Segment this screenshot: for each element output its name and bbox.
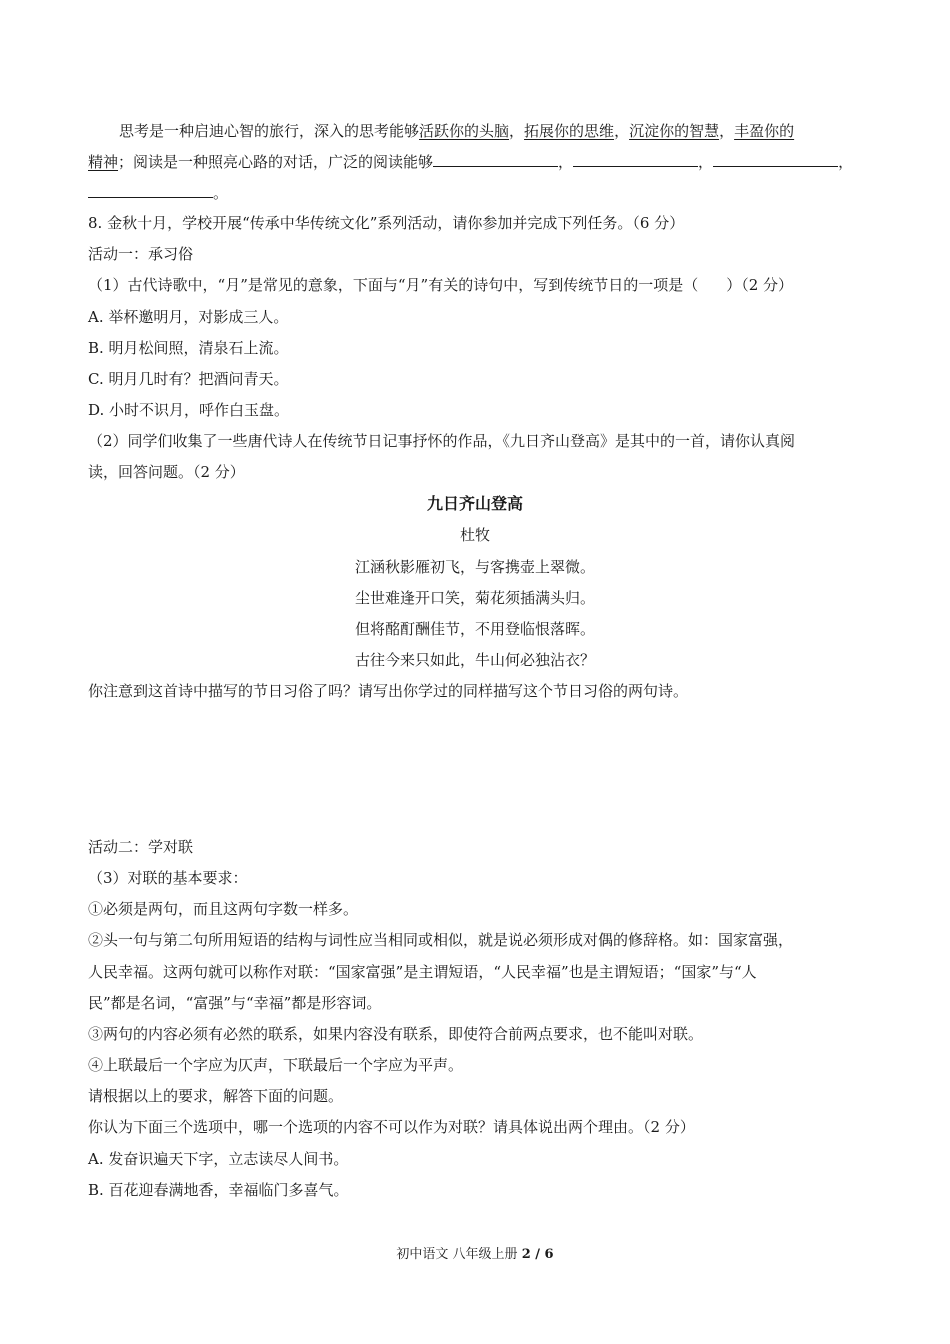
option-3b: B. 百花迎春满地香，幸福临门多喜气。 bbox=[88, 1181, 349, 1199]
intro-comma-3: ， bbox=[719, 122, 735, 140]
sub-question-1 bbox=[88, 275, 864, 295]
intro-line-2 bbox=[88, 152, 864, 172]
rule-4: ④上联最后一个字应为仄声，下联最后一个字应为平声。 bbox=[88, 1056, 464, 1074]
intro-underlined-4b: 精神 bbox=[88, 153, 119, 171]
answer-blank-3[interactable] bbox=[713, 152, 838, 167]
blank-sep-2: ， bbox=[698, 153, 714, 171]
rule-3: ③两句的内容必须有必然的联系，如果内容没有联系，即使符合前两点要求，也不能叫对联。 bbox=[88, 1025, 704, 1043]
intro-underlined-3: 沉淀你的智慧 bbox=[629, 122, 720, 140]
intro-comma-2: ， bbox=[614, 122, 630, 140]
poem-line-1: 江涵秋影雁初飞，与客携壶上翠微。 bbox=[354, 558, 595, 576]
blank-sep-1: ， bbox=[558, 153, 574, 171]
poem-title: 九日齐山登高 bbox=[426, 494, 523, 513]
sub-question-2-line-1: （2）同学们收集了一些唐代诗人在传统节日记事抒怀的作品，《九日齐山登高》是其中的一首，请你认真阅 bbox=[88, 432, 796, 450]
sub-question-1-score: ）（2 分） bbox=[726, 276, 794, 294]
intro-comma-1: ， bbox=[509, 122, 525, 140]
poem-line-4: 古往今来只如此，牛山何必独沾衣？ bbox=[354, 651, 595, 669]
sub-question-3-prompt: 你认为下面三个选项中，哪一个选项的内容不可以作为对联？请具体说出两个理由。（2 分） bbox=[88, 1118, 695, 1136]
option-1a: A. 举杯邀明月，对影成三人。 bbox=[88, 308, 289, 326]
rule-2-line-1: ②头一句与第二句所用短语的结构与词性应当相同或相似，就是说必须形成对偶的修辞格。如：国家富强， bbox=[88, 931, 794, 949]
intro-lead: 思考是一种启迪心智的旅行，深入的思考能够 bbox=[119, 122, 420, 140]
intro-line-1 bbox=[119, 121, 864, 141]
intro-period: 。 bbox=[213, 184, 229, 202]
blank-sep-3: ， bbox=[838, 153, 854, 171]
page-number: 2 / 6 bbox=[521, 1247, 554, 1262]
option-1d: D. 小时不识月，呼作白玉盘。 bbox=[88, 401, 290, 419]
sub-question-2-line-2: 读，回答问题。（2 分） bbox=[88, 463, 245, 481]
option-1c: C. 明月几时有？把酒问青天。 bbox=[88, 370, 289, 388]
poem-line-3: 但将酩酊酬佳节，不用登临恨落晖。 bbox=[354, 620, 595, 638]
answer-blank-1[interactable] bbox=[433, 152, 558, 167]
answer-blank-4[interactable] bbox=[88, 183, 213, 198]
option-3a: A. 发奋识遍天下字，立志读尽人间书。 bbox=[88, 1150, 349, 1168]
sub-question-3-title: （3）对联的基本要求： bbox=[88, 869, 248, 887]
rule-2-line-2: 人民幸福。这两句就可以称作对联：“国家富强”是主谓短语，“人民幸福”也是主谓短语；“国家”与“人 bbox=[88, 963, 757, 981]
page-footer bbox=[0, 1246, 950, 1264]
activity-1-title: 活动一：承习俗 bbox=[88, 245, 194, 263]
q8-title: 8. 金秋十月，学校开展“传承中华传统文化”系列活动，请你参加并完成下列任务。（6 分） bbox=[88, 214, 685, 232]
option-1b: B. 明月松间照，清泉石上流。 bbox=[88, 339, 289, 357]
rule-1: ①必须是两句，而且这两句字数一样多。 bbox=[88, 900, 359, 918]
intro-line-3 bbox=[88, 183, 864, 203]
footer-text: 初中语文 八年级上册 bbox=[396, 1247, 522, 1262]
rule-2-line-3: 民”都是名词，“富强”与“幸福”都是形容词。 bbox=[88, 994, 382, 1012]
intro-reading: ；阅读是一种照亮心路的对话，广泛的阅读能够 bbox=[118, 153, 434, 171]
intro-underlined-1: 活跃你的头脑 bbox=[419, 122, 510, 140]
sub-question-1-text: （1）古代诗歌中，“月”是常见的意象，下面与“月”有关的诗句中，写到传统节日的一项是（ bbox=[88, 276, 699, 294]
sub-question-2-prompt: 你注意到这首诗中描写的节日习俗了吗？请写出你学过的同样描写这个节日习俗的两句诗。 bbox=[88, 682, 689, 700]
poem-author: 杜牧 bbox=[459, 526, 490, 544]
intro-underlined-2: 拓展你的思维 bbox=[524, 122, 615, 140]
instruction: 请根据以上的要求，解答下面的问题。 bbox=[88, 1087, 344, 1105]
answer-blank-2[interactable] bbox=[573, 152, 698, 167]
poem-line-2: 尘世难逢开口笑，菊花须插满头归。 bbox=[354, 589, 595, 607]
intro-underlined-4a: 丰盈你的 bbox=[734, 122, 795, 140]
activity-2-title: 活动二：学对联 bbox=[88, 838, 194, 856]
